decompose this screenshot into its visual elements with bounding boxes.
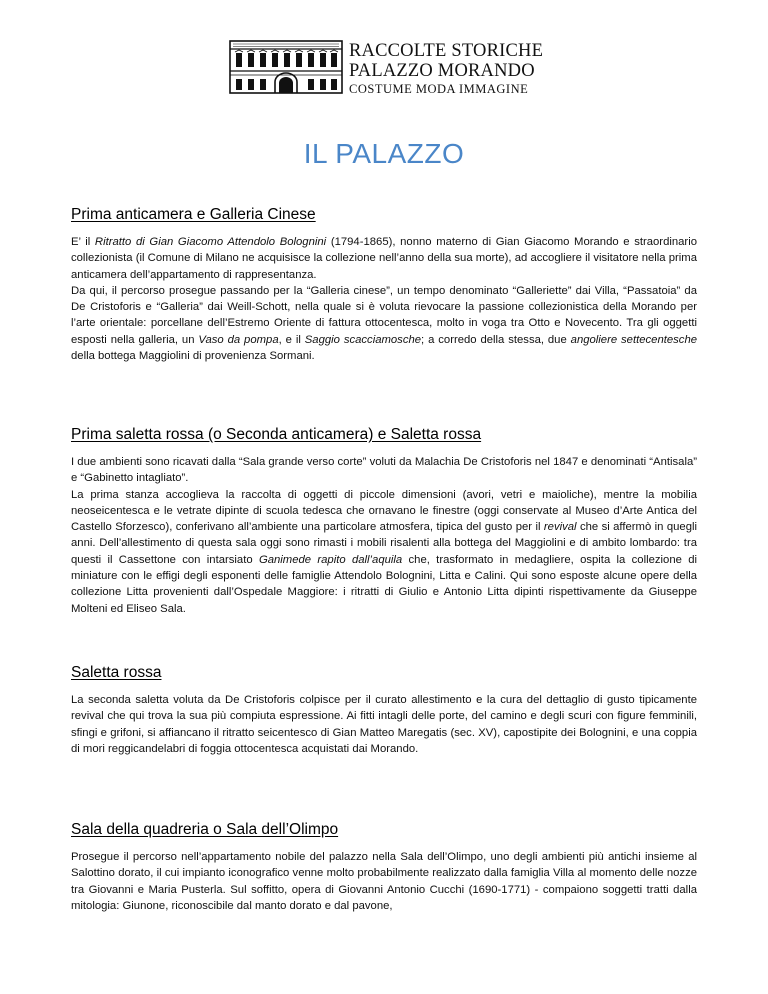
section-galleria-cinese (71, 206, 697, 364)
section-heading: Sala della quadreria o Sala dell’Olimpo (71, 821, 339, 838)
section-paragraph (71, 454, 697, 487)
text-run: che si affermò in quegli anni. Dell’allestimento di questa sala oggi sono rimasti i mobili risalenti alla bottega del Maggiolini e di ambito lombardo: tra questi il Cassettone con intarsiato (71, 521, 698, 566)
section-heading: Prima saletta rossa (o Seconda anticamera) e Saletta rossa (71, 426, 482, 443)
section-prima-saletta-rossa (71, 426, 697, 617)
logo-line-3: COSTUME MODA IMMAGINE (349, 82, 529, 96)
page-title: IL PALAZZO (303, 138, 465, 169)
section-body (71, 454, 697, 617)
text-run: (1794-1865), nonno materno di Gian Giacomo Morando e straordinario collezionista (il Comune di Milano ne acquisisce la collezione nell’anno della sua morte), ad accogliere il visitatore nella prima anticamera dell’appartamento di rappresentanza. (71, 236, 697, 281)
italic-text: Saggio scacciamosche (304, 333, 422, 346)
section-paragraph (71, 849, 697, 914)
section-heading: Saletta rossa (71, 664, 162, 681)
italic-text: angoliere settecentesche (570, 333, 698, 346)
text-run: , e il (278, 333, 305, 346)
museum-logo (229, 40, 549, 95)
section-paragraph (71, 487, 697, 617)
section-body (71, 234, 697, 364)
section-heading: Prima anticamera e Galleria Cinese (71, 206, 316, 223)
italic-text: Ritratto di Gian Giacomo Attendolo Bolognini (94, 236, 327, 248)
italic-text: revival (543, 521, 577, 534)
text-run: della bottega Maggiolini di provenienza Sormani. (71, 350, 315, 363)
text-run: I due ambienti sono ricavati dalla “Sala grande verso corte” voluti da Malachia De Cristoforis nel 1847 e denominati “Antisala” e “Gabinetto intagliato”. (71, 456, 697, 485)
section-paragraph (71, 283, 697, 364)
section-paragraph (71, 234, 697, 283)
section-saletta-rossa (71, 664, 697, 757)
logo-line-2: PALAZZO MORANDO (349, 61, 535, 81)
text-run: Da qui, il percorso prosegue passando per la “Galleria cinese”, un tempo denominato “Galleriette” dai Villa, “Passatoia” da De Cristoforis e “Galleria” dai Weill-Schott, nella quale si è voluta rievocare la passione collezionistica della Morando per l’arte orientale: porcellane dell’Estremo Oriente di fattura ottocentesca, molto in voga tra Otto e Novecento. Tra gli oggetti esposti nella galleria, un (71, 284, 697, 346)
section-body (71, 692, 697, 757)
text-run: E’ il (71, 236, 95, 248)
italic-text: Ganimede rapito dall’aquila (258, 553, 403, 566)
text-run: La seconda saletta voluta da De Cristoforis colpisce per il curato allestimento e la cura del dettaglio di gusto tipicamente revival che qui trova la sua più compiuta espressione. Ai fitti intagli delle porte, del camino e degli scuri con figure femminili, sfingi e grifoni, si affiancano il ritratto seicentesco di Gian Matteo Maregatis (sec. XV), capostipite dei Bolognini, e una coppia di mori reggicandelabri di foggia ottocentesca acquistati dai Morando. (71, 694, 697, 755)
text-run: Prosegue il percorso nell’appartamento nobile del palazzo nella Sala dell’Olimpo, uno degli ambienti più antichi insieme al Salottino dorato, il cui impianto iconografico venne molto probabilmente realizzato dalla famiglia Villa al momento delle nozze tra Giovanni e Maria Pusterla. Sul soffitto, opera di Giovanni Antonio Cucchi (1690-1771) - compaiono soggetti tratti dalla mitologia: Giunone, riconoscibile dal manto dorato e dal pavone, (71, 851, 697, 912)
text-run: La prima stanza accoglieva la raccolta di oggetti di piccole dimensioni (avori, vetri e maioliche), mentre la mobilia neoseicentesca e le vetrate dipinte di scuola tedesca che ornavano le finestre (oggi conservate al Museo d’Arte Antica del Castello Sforzesco), conferivano all’ambiente una particolare atmosfera, tipica del gusto per il (71, 488, 697, 534)
logo-wordmark (349, 41, 543, 97)
palazzo-facade-icon (229, 40, 343, 94)
text-run: che, trasformato in medagliere, ospita la collezione di miniature con le effigi degli esponenti delle famiglie Attendolo Bolognini, Litta e Calini. Qui sono esposte alcune opere della collezione Litta provenienti dall’Ospedale Maggiore: i ritratti di Giulio e Antonio Litta dipinti rispettivamente da Giuseppe Molteni ed Eliseo Sala. (71, 553, 697, 615)
logo-line-1: RACCOLTE STORICHE (349, 41, 544, 61)
section-sala-olimpo (71, 821, 697, 914)
italic-text: Vaso da pompa (198, 333, 279, 346)
section-paragraph (71, 692, 697, 757)
section-body (71, 849, 697, 914)
text-run: ; a corredo della stessa, due (421, 333, 571, 346)
